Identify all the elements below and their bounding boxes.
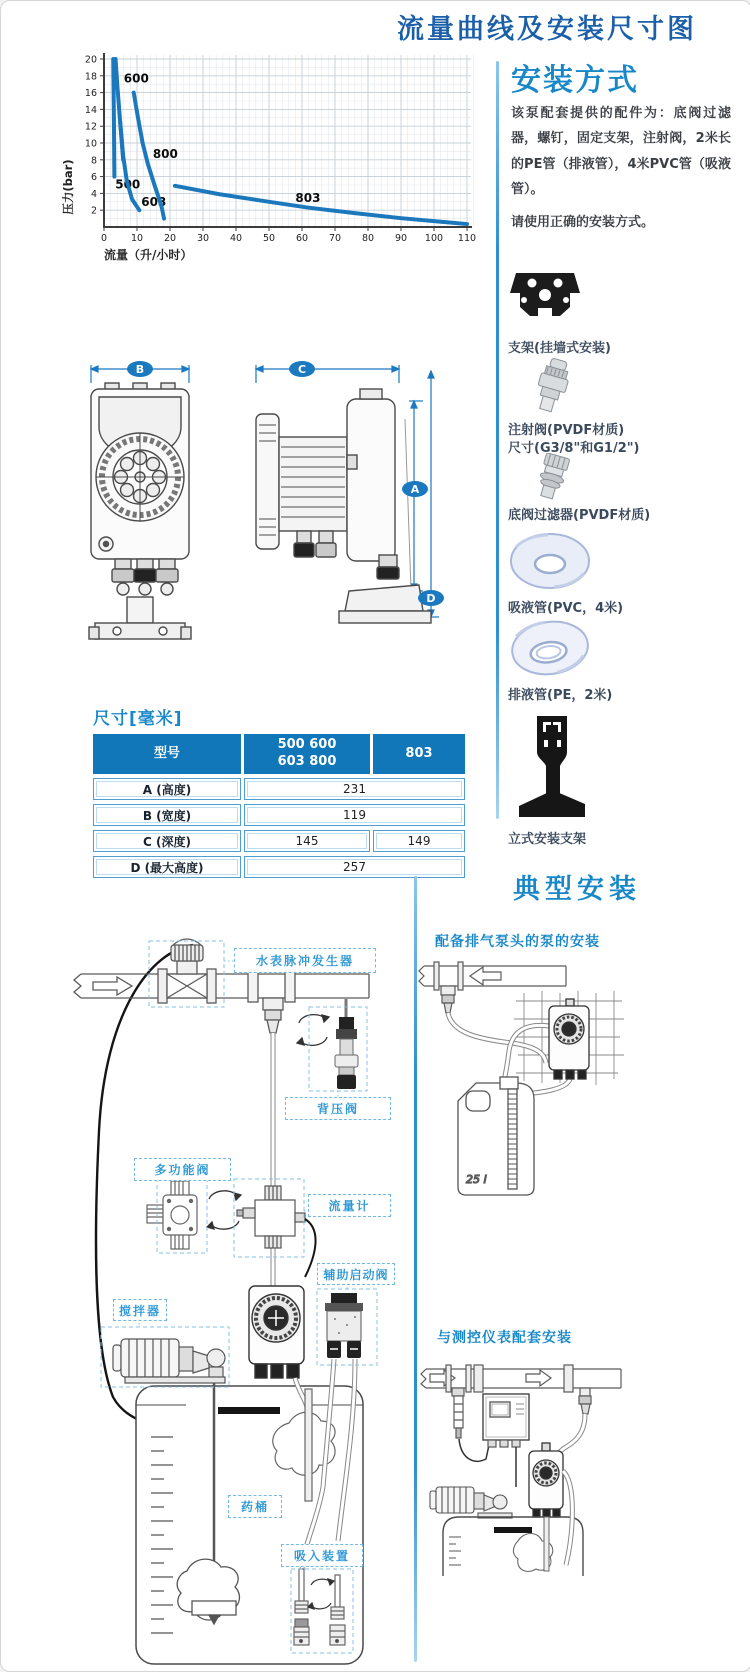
label-mixer: 搅拌器	[113, 1299, 167, 1321]
pump-side-view	[256, 389, 431, 623]
install-method-heading: 安装方式	[511, 63, 639, 98]
typical-install-heading: 典型安装	[513, 874, 641, 905]
install-method-paragraph: 该泵配套提供的配件为：底阀过滤器，螺钉，固定支架，注射阀，2米长的PE管（排液管），4米PVC管（吸液管）。	[511, 106, 731, 198]
svg-text:6: 6	[90, 172, 97, 184]
curve-500	[113, 59, 114, 177]
dim-badge-C: C	[289, 361, 315, 377]
vent-pump-diagram	[419, 962, 624, 1195]
suction-tube-coil-label: 吸液管(PVC，4米)	[508, 601, 624, 616]
dim-badge-D: D	[418, 590, 444, 606]
svg-text:4: 4	[90, 188, 97, 200]
mixer-motor	[113, 1339, 225, 1383]
svg-text:30: 30	[196, 233, 210, 244]
foot-valve-filter-icon	[516, 453, 588, 503]
svg-text:14: 14	[84, 104, 97, 116]
curve-label-600: 600	[123, 71, 149, 86]
svg-text:16: 16	[84, 88, 97, 100]
instrument-install-heading: 与测控仪表配套安装	[437, 1330, 572, 1346]
dim-badge-A: A	[402, 481, 428, 497]
divider-top	[496, 61, 499, 819]
row-C-value-1: 145	[244, 830, 370, 852]
curve-label-800: 800	[152, 147, 178, 162]
svg-text:40: 40	[229, 233, 243, 244]
label-suction-device: 吸入装置	[281, 1544, 363, 1567]
svg-text:2: 2	[90, 205, 97, 217]
col-header-803: 803	[373, 734, 465, 774]
svg-text:100: 100	[424, 233, 444, 244]
svg-text:20: 20	[84, 54, 97, 66]
label-flow-meter: 流量计	[308, 1194, 391, 1217]
curve-label-603: 603	[141, 195, 167, 209]
label-aux-valve: 辅助启动阀	[317, 1263, 395, 1285]
row-C-label: C (深度)	[93, 830, 241, 852]
curve-label-803: 803	[295, 190, 321, 205]
flow-curve-chart	[59, 37, 479, 267]
vent-pump-install-heading: 配备排气泵头的泵的安装	[435, 934, 600, 950]
aux-priming-valve	[325, 1293, 363, 1358]
discharge-tube-coil-label: 排液管(PE，2米)	[508, 688, 613, 703]
svg-text:60: 60	[295, 233, 309, 244]
back-pressure-valve-assembly	[335, 999, 358, 1089]
svg-text:18: 18	[84, 71, 97, 83]
floor-stand-icon	[513, 711, 589, 825]
dimension-table	[93, 734, 462, 878]
col-header-model: 型号	[93, 734, 241, 774]
x-axis-label: 流量（升/小时）	[104, 248, 193, 262]
row-A-label: A (高度)	[93, 778, 241, 800]
row-B-value: 119	[244, 804, 465, 826]
multifunction-valve	[147, 1181, 197, 1249]
discharge-tube-coil-icon	[506, 616, 594, 680]
svg-text:12: 12	[84, 121, 97, 133]
curve-label-500: 500	[115, 177, 141, 192]
row-C-value-2: 149	[373, 830, 465, 852]
col-header-500-800: 500 600 603 800	[244, 734, 370, 774]
page-title: 流量曲线及安装尺寸图	[397, 14, 697, 45]
row-D-value: 257	[244, 856, 465, 878]
row-B-label: B (宽度)	[93, 804, 241, 826]
svg-text:0: 0	[100, 233, 108, 244]
rotation-arrows-injector	[297, 1015, 329, 1046]
label-water-meter: 水表脉冲发生器	[234, 948, 376, 973]
dim-badge-B: B	[127, 361, 153, 377]
injection-valve-icon	[516, 357, 588, 417]
row-D-label: D (最大高度)	[93, 856, 241, 878]
svg-text:50: 50	[262, 233, 276, 244]
svg-text:110: 110	[457, 233, 477, 244]
label-tank: 药桶	[228, 1495, 282, 1518]
can-capacity-label: 25 l	[466, 1173, 487, 1186]
svg-text:8: 8	[90, 155, 97, 167]
svg-text:20: 20	[163, 233, 177, 244]
svg-text:80: 80	[361, 233, 375, 244]
instrument-diagram	[421, 1365, 621, 1576]
install-method-text	[511, 101, 731, 244]
floor-stand-label: 立式安装支架	[508, 832, 587, 847]
right-install-diagrams	[416, 931, 750, 1661]
svg-text:10: 10	[84, 138, 97, 150]
suction-tube-coil-icon	[506, 529, 594, 593]
svg-text:70: 70	[328, 233, 342, 244]
pump-front-view	[89, 383, 191, 639]
dosing-pump	[249, 1286, 304, 1378]
row-A-value: 231	[244, 778, 465, 800]
injection-valve-size-label: 尺寸(G3/8"和G1/2")	[508, 441, 640, 456]
svg-text:10: 10	[130, 233, 144, 244]
pump-dimension-drawings	[79, 359, 464, 659]
y-axis-label: 压力(bar)	[61, 159, 75, 215]
label-multifunction-valve: 多功能阀	[134, 1158, 231, 1181]
rotation-arrows-multivalve	[207, 1191, 241, 1229]
svg-text:90: 90	[394, 233, 408, 244]
foot-valve-filter-label: 底阀过滤器(PVDF材质)	[508, 508, 651, 523]
install-method-note: 请使用正确的安装方式。	[511, 215, 655, 231]
label-back-pressure-valve: 背压阀	[285, 1097, 391, 1120]
curve-603	[120, 122, 139, 210]
injection-valve-label: 注射阀(PVDF材质)	[508, 423, 625, 438]
dimensions-heading: 尺寸[毫米]	[93, 709, 183, 729]
wall-bracket-icon	[506, 266, 586, 328]
wall-bracket-label: 支架(挂墙式安装)	[508, 341, 611, 356]
